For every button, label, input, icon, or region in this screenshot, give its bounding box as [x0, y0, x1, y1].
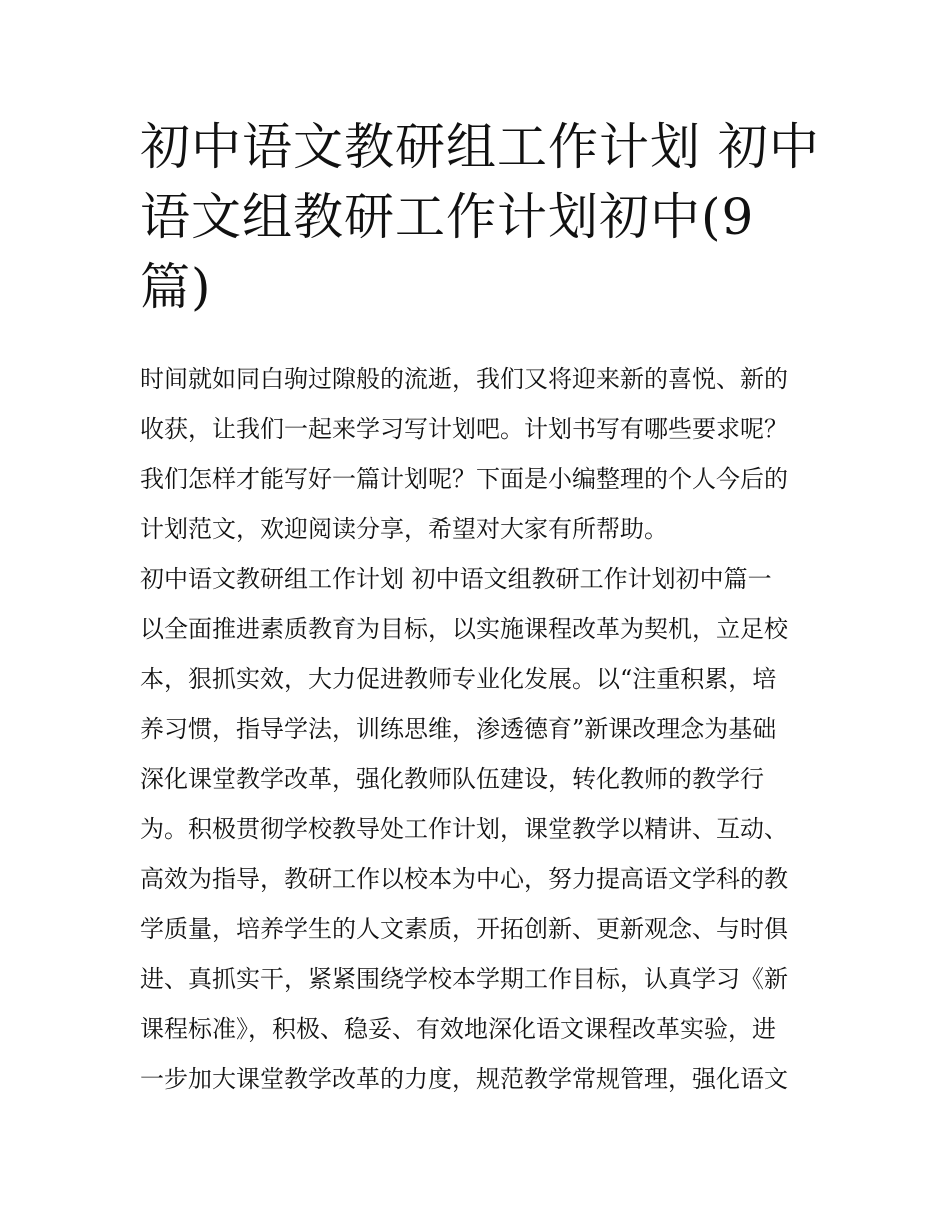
body-line: 学质量，培养学生的人文素质，开拓创新、更新观念、与时俱 [140, 915, 788, 943]
body-line: 以全面推进素质教育为目标，以实施课程改革为契机，立足校 [140, 615, 788, 643]
intro-line: 计划范文，欢迎阅读分享，希望对大家有所帮助。 [140, 515, 668, 543]
document-title [140, 112, 820, 322]
section-heading: 初中语文教研组工作计划 初中语文组教研工作计划初中篇一 [140, 565, 772, 593]
title-line: 语文组教研工作计划初中(9 [140, 188, 755, 246]
body-line: 养习惯，指导学法，训练思维，渗透德育”新课改理念为基础 [140, 715, 777, 743]
intro-line: 时间就如同白驹过隙般的流逝，我们又将迎来新的喜悦、新的 [140, 365, 788, 393]
document-body [140, 354, 820, 1104]
title-line: 篇) [140, 258, 212, 316]
intro-line: 收获，让我们一起来学习写计划吧。计划书写有哪些要求呢？ [140, 415, 788, 443]
intro-line: 我们怎样才能写好一篇计划呢？下面是小编整理的个人今后的 [140, 465, 788, 493]
body-line: 本，狠抓实效，大力促进教师专业化发展。以“注重积累，培 [140, 665, 777, 693]
body-line: 为。积极贯彻学校教导处工作计划，课堂教学以精讲、互动、 [140, 815, 788, 843]
body-line: 深化课堂教学改革，强化教师队伍建设，转化教师的教学行 [140, 765, 764, 793]
body-line: 进、真抓实干，紧紧围绕学校本学期工作目标，认真学习《新 [140, 965, 788, 993]
body-line: 一步加大课堂教学改革的力度，规范教学常规管理，强化语文 [140, 1065, 788, 1093]
body-line: 高效为指导，教研工作以校本为中心，努力提高语文学科的教 [140, 865, 788, 893]
body-line: 课程标准》，积极、稳妥、有效地深化语文课程改革实验，进 [140, 1015, 776, 1043]
title-line: 初中语文教研组工作计划 初中 [140, 118, 820, 176]
